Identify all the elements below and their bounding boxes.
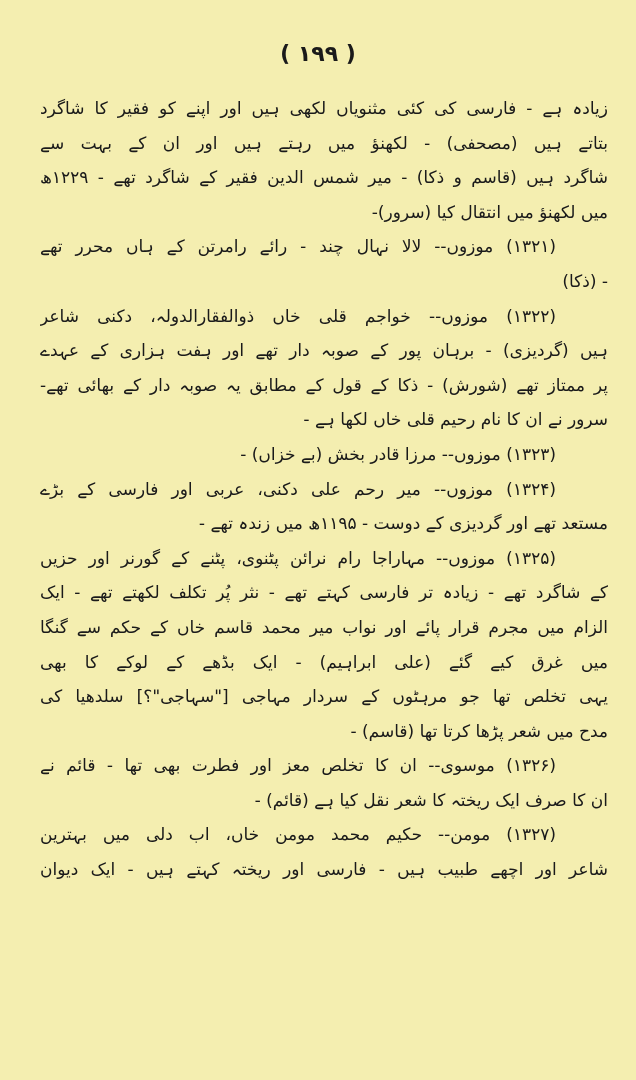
text-line: میں غرق کیے گئے (علی ابراہیم) - ایک بڈھے کے لوکے کا بھی — [40, 652, 608, 673]
text-line: شاگرد ہیں (قاسم و ذکا) - میر شمس الدین فقیر کے شاگرد تھے - ۱۲۲۹ھ — [40, 168, 608, 189]
text-line: (۱۳۲۲) موزوں-- خواجم قلی خاں ذوالفقارالدولہ، دکنی شاعر — [40, 306, 556, 327]
text-line: (۱۳۲۱) موزوں-- لالا نہال چند - رائے رامرتن کے ہاں محرر تھے — [40, 237, 556, 258]
text-line: - (ذکا) — [562, 271, 608, 292]
text-line: پر ممتاز تھے (شورش) - ذکا کے قول کے مطابق یہ صوبہ دار کے بھائی تھے- — [40, 375, 608, 396]
text-line: شاعر اور اچھے طبیب ہیں - فارسی اور ریختہ کہتے ہیں - ایک دیوان — [40, 860, 608, 881]
text-line: الزام میں مجرم قرار پائے اور نواب میر محمد قاسم خاں کے حکم سے گنگا — [40, 617, 608, 638]
text-line: یہی تخلص تھا جو مرہٹوں کے سردار مہاجی ["سہاجی"؟] سلدھیا کی — [40, 687, 608, 708]
text-line: (۱۳۲۶) موسوی-- ان کا تخلص معز اور فطرت بھی تھا - قائم نے — [40, 756, 556, 777]
text-line: مستعد تھے اور گردیزی کے دوست - ۱۱۹۵ھ میں زندہ تھے - — [198, 514, 608, 535]
text-line: مدح میں شعر پڑھا کرتا تھا (قاسم) - — [350, 721, 608, 742]
text-line: (۱۳۲۷) مومن-- حکیم محمد مومن خاں، اب دلی میں بہترین — [40, 825, 556, 846]
text-line: (۱۳۲۵) موزوں-- مہاراجا رام نرائن پٹنوی، پٹنے کے گورنر اور حزیں — [40, 548, 556, 569]
text-line: (۱۳۲۳) موزوں-- مرزا قادر بخش (بے خزاں) - — [240, 444, 556, 465]
text-line: ہیں (گردیزی) - برہان پور کے صوبہ دار تھے اور ہفت ہزاری کے عہدے — [40, 341, 608, 362]
text-line: زیادہ ہے - فارسی کی کئی مثنویاں لکھی ہیں اور اپنے کو فقیر کا شاگرد — [40, 99, 608, 119]
page-number: ( ۱۹۹ ) — [280, 42, 356, 67]
text-line: (۱۳۲۴) موزوں-- میر رحم علی دکنی، عربی اور فارسی کے بڑے — [40, 479, 556, 500]
text-line: میں لکھنؤ میں انتقال کیا (سرور)- — [371, 202, 608, 223]
text-line: ان کا صرف ایک ریختہ کا شعر نقل کیا ہے (قائم) - — [254, 790, 608, 811]
text-line: کے شاگرد تھے - زیادہ تر فارسی کہتے تھے - نثر پُر تکلف لکھتے تھے - ایک — [40, 583, 608, 604]
text-line: بتاتے ہیں (مصحفی) - لکھنؤ میں رہتے ہیں اور ان کے بہت سے — [40, 133, 608, 154]
page-body — [40, 92, 608, 888]
text-line: سرور نے ان کا نام رحیم قلی خاں لکھا ہے - — [303, 410, 608, 431]
